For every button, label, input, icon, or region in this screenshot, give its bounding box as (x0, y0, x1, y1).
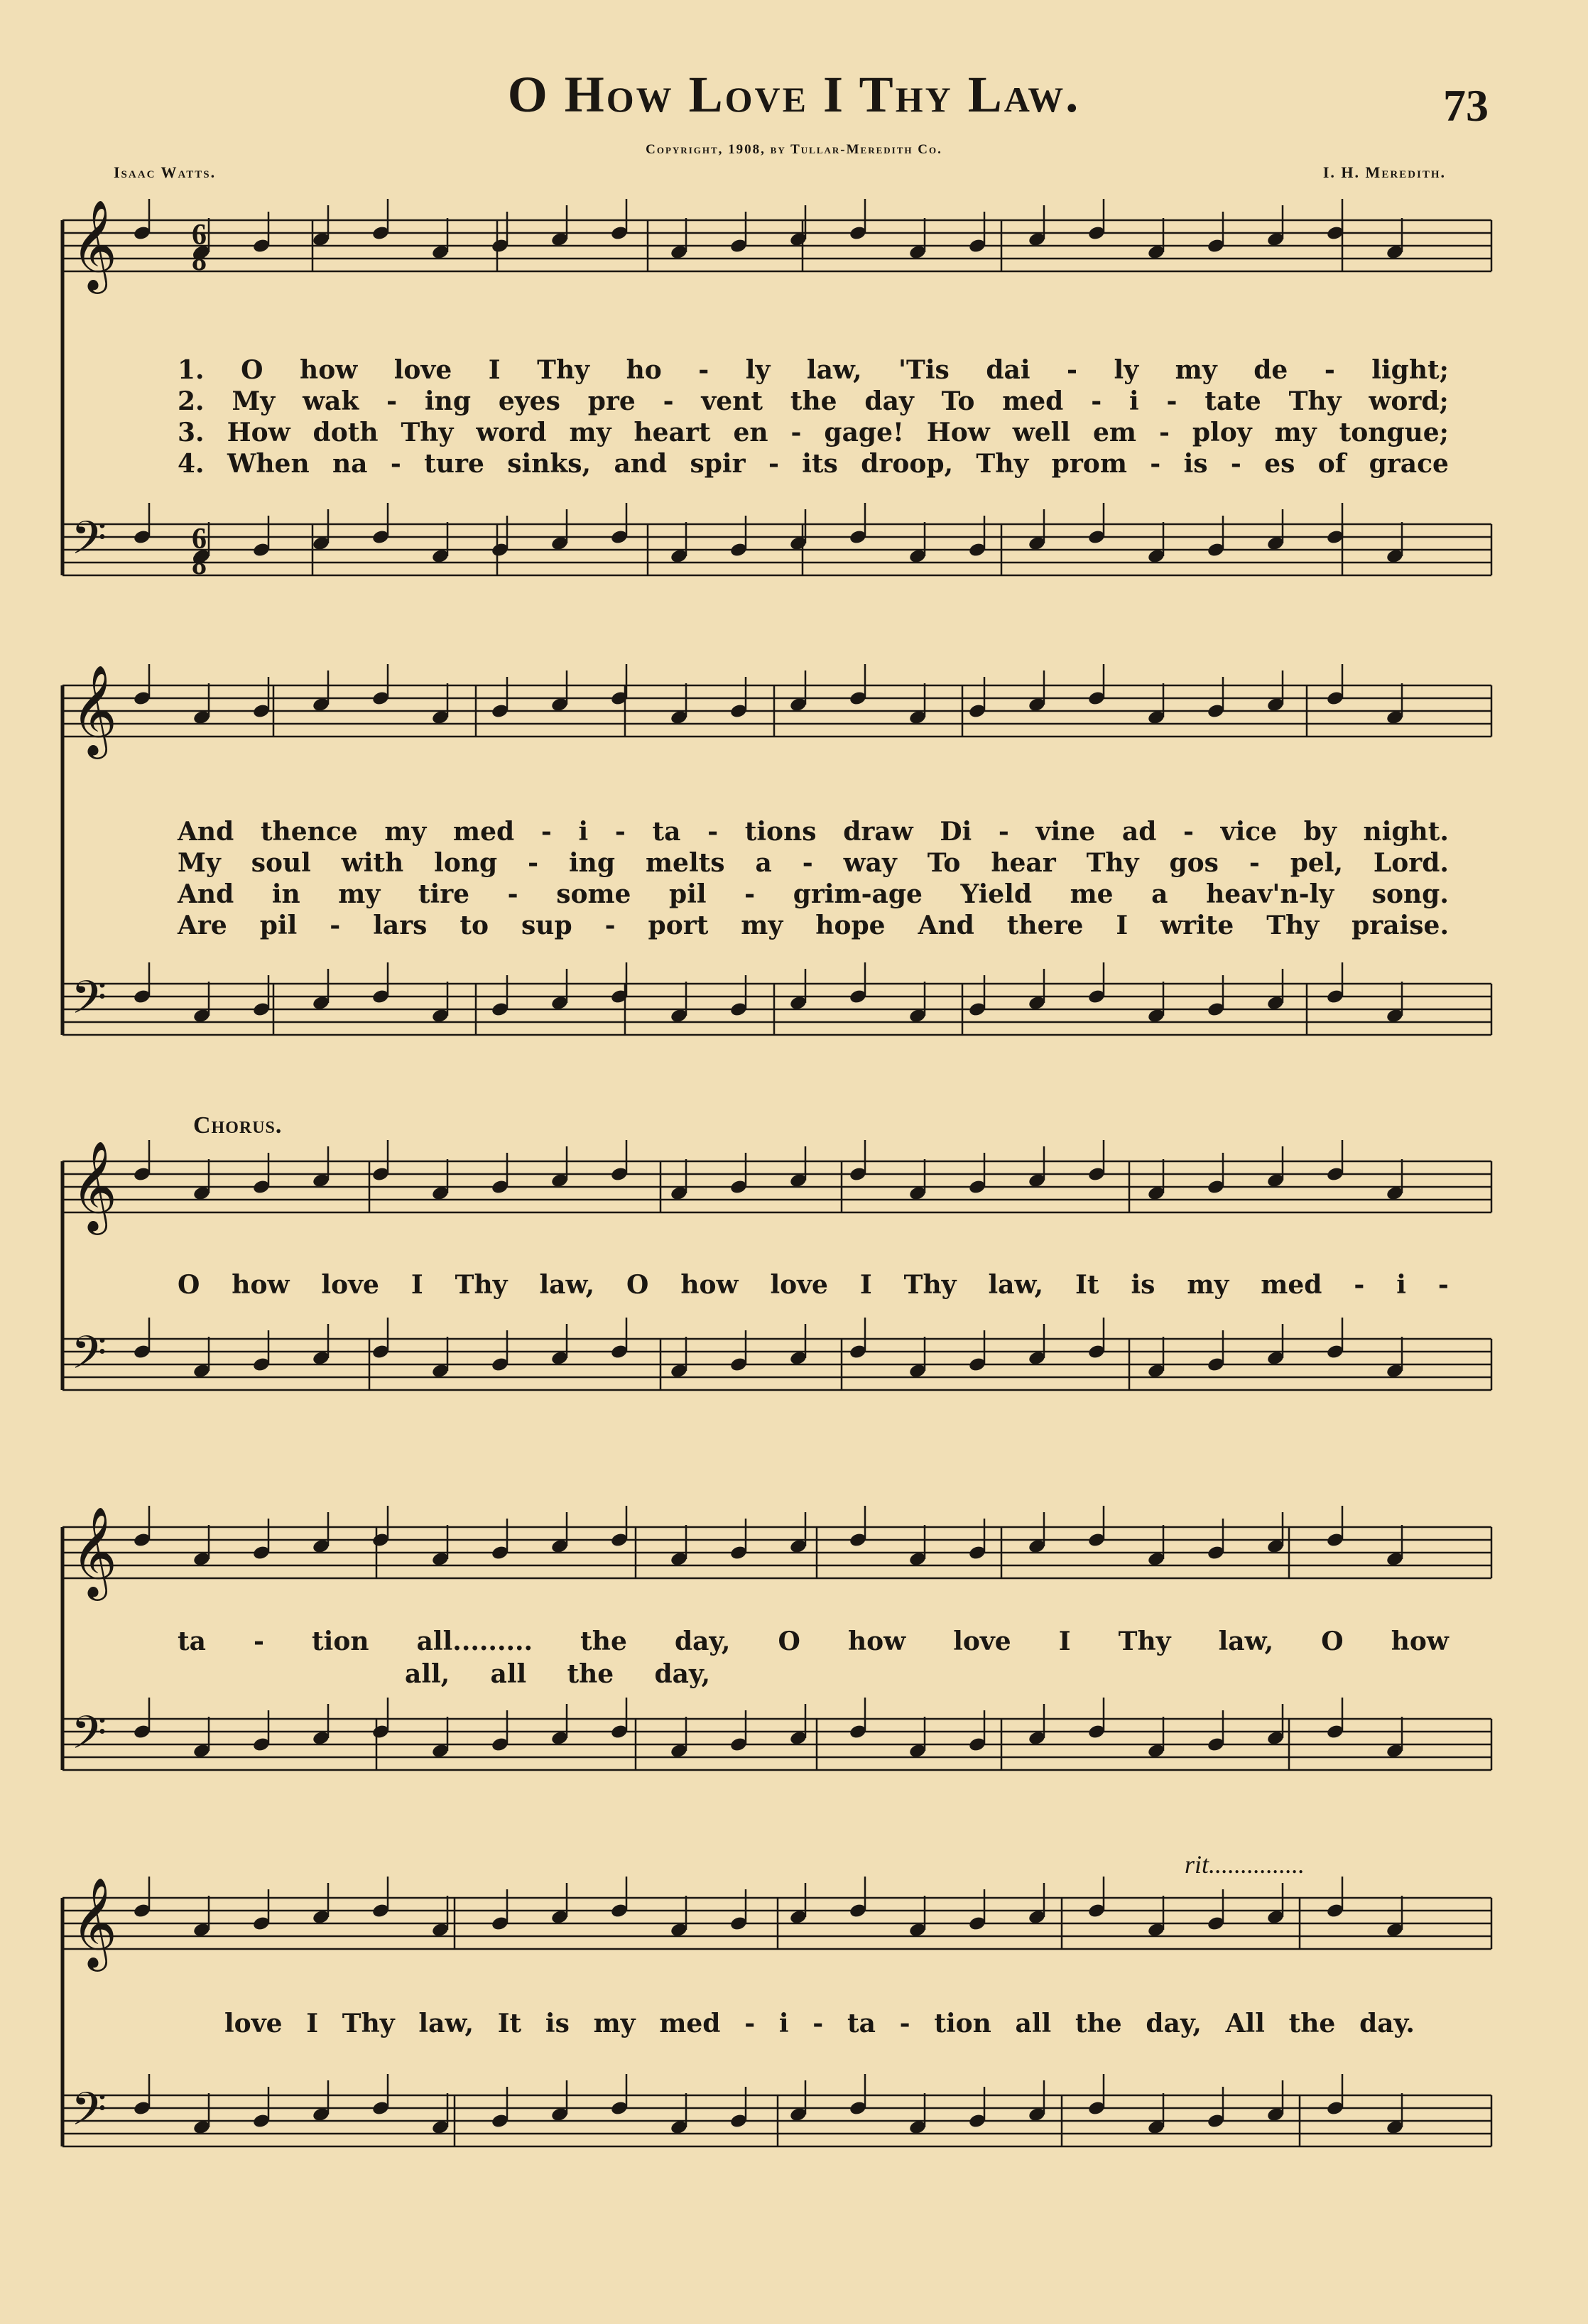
chorus-line-1: O how love I Thy law, O how love I Thy law, It is my med - i - (178, 1270, 1449, 1300)
verse-3-line-2: And in my tire - some pil - grim-age Yield me a heav'n-ly song. (178, 879, 1449, 909)
chorus-line-2: ta - tion all......... the day, O how love I Thy law, O how (178, 1627, 1449, 1656)
hymn-title: O How Love I Thy Law. (507, 66, 1081, 123)
page-number: 73 (1443, 80, 1489, 131)
lyricist-credit: Isaac Watts. (114, 163, 217, 181)
composer-credit: I. H. Meredith. (1322, 163, 1446, 181)
treble-clef-icon: 𝄞 (71, 1506, 118, 1597)
ritardando-marking: rit............... (1185, 1850, 1305, 1879)
verse-1-line-2: And thence my med - i - ta - tions draw Di - vine ad - vice by night. (178, 817, 1449, 847)
treble-clef-icon: 𝄞 (71, 1877, 118, 1967)
treble-clef-icon: 𝄞 (71, 199, 118, 290)
bass-clef-icon: 𝄢 (71, 1707, 107, 1771)
chorus-line-2-alt: all, all the day, (405, 1659, 710, 1689)
verse-3-line-1: 3. How doth Thy word my heart en - gage! How well em - ploy my tongue; (178, 418, 1449, 447)
time-signature-top: 6 (192, 523, 207, 555)
copyright-notice: Copyright, 1908, by Tullar-Meredith Co. (646, 142, 942, 157)
verse-4-line-2: Are pil - lars to sup - port my hope And there I write Thy praise. (178, 911, 1449, 940)
time-signature-bottom: 8 (192, 548, 207, 581)
bass-clef-icon: 𝄢 (71, 972, 107, 1036)
treble-clef-icon: 𝄞 (71, 664, 118, 755)
chorus-line-3: love I Thy law, It is my med - i - ta - tion all the day, All the day. (224, 2009, 1415, 2038)
chorus-label: Chorus. (193, 1112, 283, 1139)
bass-clef-icon: 𝄢 (71, 512, 107, 576)
verse-2-line-2: My soul with long - ing melts a - way To hear Thy gos - pel, Lord. (178, 848, 1449, 878)
verse-1-line-1: 1. O how love I Thy ho - ly law, 'Tis dai - ly my de - light; (178, 355, 1449, 385)
time-signature-bottom: 8 (192, 244, 207, 277)
treble-clef-icon: 𝄞 (71, 1140, 118, 1231)
verse-2-line-1: 2. My wak - ing eyes pre - vent the day To med - i - tate Thy word; (178, 386, 1449, 416)
time-signature-top: 6 (192, 219, 207, 251)
bass-clef-icon: 𝄢 (71, 1327, 107, 1391)
bass-clef-icon: 𝄢 (71, 2083, 107, 2147)
verse-4-line-1: 4. When na - ture sinks, and spir - its droop, Thy prom - is - es of grace (178, 449, 1449, 479)
